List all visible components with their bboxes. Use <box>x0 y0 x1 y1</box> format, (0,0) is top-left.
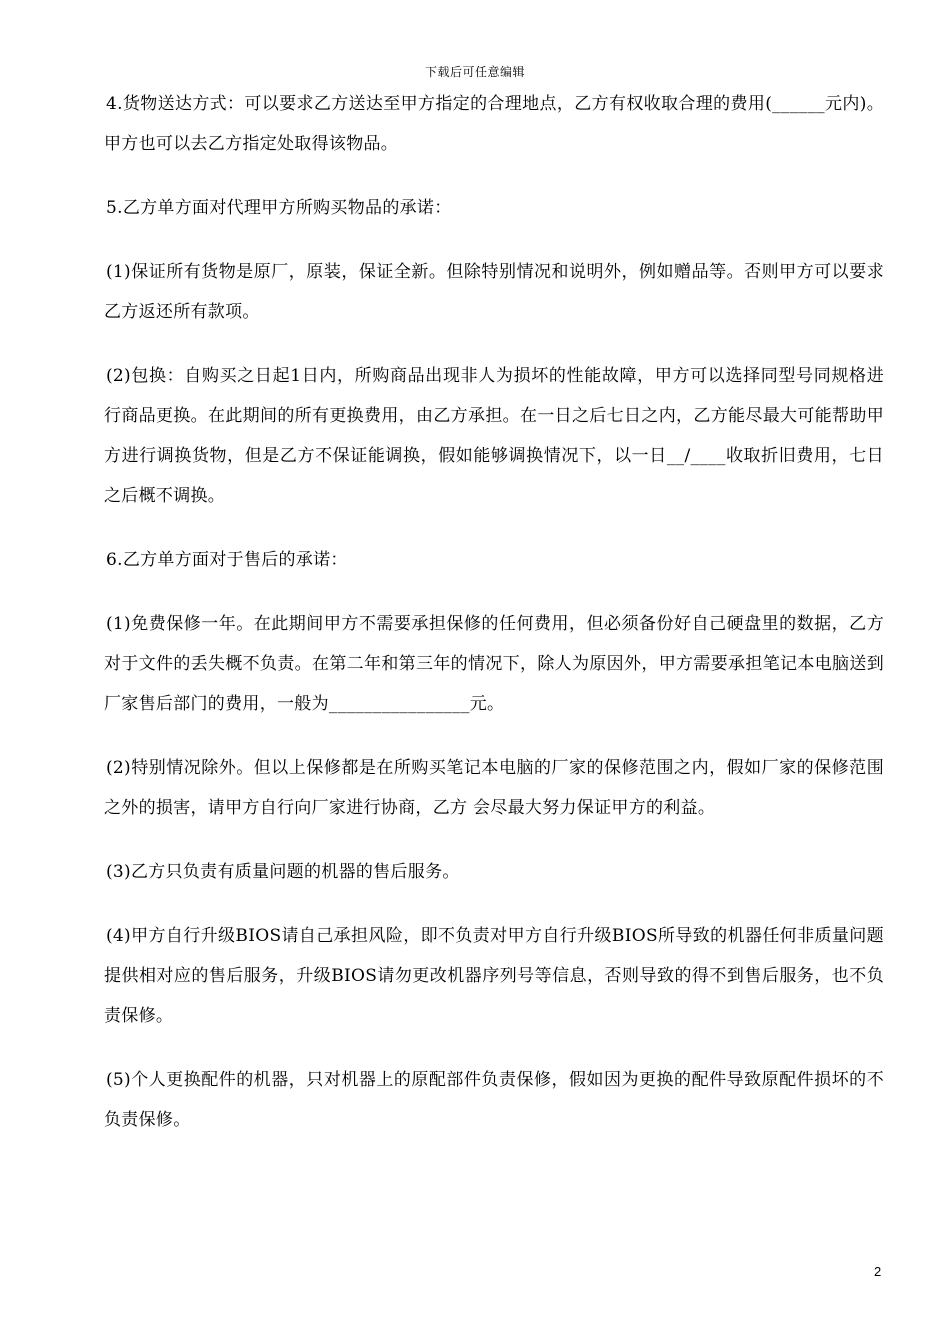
clause-6-3-quality: (3)乙方只负责有质量问题的机器的售后服务。 <box>106 862 460 882</box>
clause-6-heading: 6.乙方单方面对于售后的承诺： <box>106 550 348 570</box>
page-number: 2 <box>874 1264 882 1279</box>
header-note: 下载后可任意编辑 <box>424 65 525 79</box>
clause-5-heading: 5.乙方单方面对代理甲方所购买物品的承诺： <box>106 198 452 218</box>
clause-5-2-exchange: (2)包换：自购买之日起1日内，所购商品出现非人为损坏的性能故障，甲方可以选择同型号同规格进行商品更换。在此期间的所有更换费用，由乙方承担。在一日之后七日之内，乙方能尽最大可能帮助甲方进行调换货物，但是乙方不保证能调换，假如能够调换情况下，以一日__/____收取折旧费用，七日之后概不调换。 <box>104 366 884 506</box>
clause-5-1-genuine: (1)保证所有货物是原厂，原装，保证全新。但除特别情况和说明外，例如赠品等。否则甲方可以要求乙方返还所有款项。 <box>104 262 884 322</box>
document-body <box>104 84 884 1164</box>
clause-6-5-parts: (5)个人更换配件的机器，只对机器上的原配部件负责保修，假如因为更换的配件导致原配件损坏的不负责保修。 <box>104 1070 884 1130</box>
clause-6-4-bios: (4)甲方自行升级BIOS请自己承担风险，即不负责对甲方自行升级BIOS所导致的机器任何非质量问题提供相对应的售后服务，升级BIOS请勿更改机器序列号等信息，否则导致的得不到售后服务，也不负责保修。 <box>104 926 884 1026</box>
clause-4-delivery: 4.货物送达方式：可以要求乙方送达至甲方指定的合理地点，乙方有权收取合理的费用(______元内)。甲方也可以去乙方指定处取得该物品。 <box>104 94 884 154</box>
clause-6-2-exceptions: (2)特别情况除外。但以上保修都是在所购买笔记本电脑的厂家的保修范围之内，假如厂家的保修范围之外的损害，请甲方自行向厂家进行协商，乙方 会尽最大努力保证甲方的利益。 <box>104 758 884 818</box>
clause-6-1-warranty: (1)免费保修一年。在此期间甲方不需要承担保修的任何费用，但必须备份好自己硬盘里的数据，乙方对于文件的丢失概不负责。在第二年和第三年的情况下，除人为原因外，甲方需要承担笔记本电脑送到厂家售后部门的费用，一般为________________元。 <box>104 614 884 714</box>
